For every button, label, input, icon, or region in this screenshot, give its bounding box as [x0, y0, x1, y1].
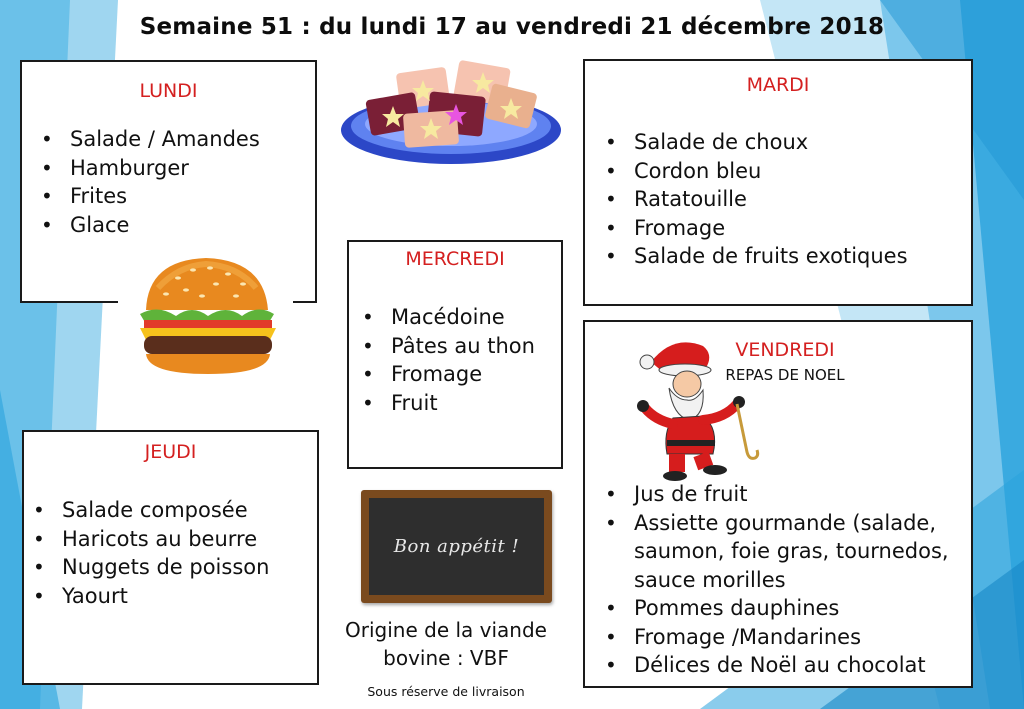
delivery-disclaimer: Sous réserve de livraison [367, 684, 525, 699]
list-item: • Salade de choux [604, 128, 908, 157]
list-item: • Fruit [361, 389, 535, 418]
day-heading-lundi: LUNDI [139, 80, 198, 102]
origin-line-1: Origine de la viande [345, 618, 547, 642]
list-item: • Hamburger [40, 154, 260, 183]
list-item: • Glace [40, 211, 260, 240]
day-heading-mercredi: MERCREDI [405, 248, 505, 270]
menu-card-mercredi [347, 240, 563, 469]
list-item: • Salade / Amandes [40, 125, 260, 154]
list-item: • Pâtes au thon [361, 332, 535, 361]
menu-card-mardi [583, 59, 973, 306]
menu-list-mercredi [361, 303, 535, 417]
menu-card-jeudi [22, 430, 319, 685]
list-item: • Fromage /Mandarines [604, 623, 959, 652]
page-title: Semaine 51 : du lundi 17 au vendredi 21 décembre 2018 [139, 14, 885, 40]
list-item: • Frites [40, 182, 260, 211]
list-item: • Yaourt [32, 582, 269, 611]
origin-line-2: bovine : VBF [383, 646, 509, 670]
menu-card-vendredi [583, 320, 973, 688]
list-item: • Cordon bleu [604, 157, 908, 186]
list-item: • Salade de fruits exotiques [604, 242, 908, 271]
list-item: • Nuggets de poisson [32, 553, 269, 582]
day-heading-jeudi: JEUDI [144, 441, 197, 463]
list-item: • Fromage [604, 214, 908, 243]
list-item: • Haricots au beurre [32, 525, 269, 554]
christmas-cookies-image [338, 58, 563, 168]
menu-list-mardi [604, 128, 908, 271]
day-heading-vendredi: VENDREDI [735, 339, 835, 361]
chalkboard-text: Bon appétit ! [393, 536, 520, 557]
menu-list-lundi [40, 125, 260, 239]
chalkboard [361, 490, 552, 603]
santa-claus-image [633, 332, 763, 482]
menu-list-vendredi [604, 480, 959, 680]
list-item: • Assiette gourmande (salade, saumon, foie gras, tournedos, sauce morilles [604, 509, 959, 595]
day-heading-mardi: MARDI [746, 74, 810, 96]
day-subtitle-vendredi: REPAS DE NOEL [725, 366, 845, 384]
list-item: • Pommes dauphines [604, 594, 959, 623]
list-item: • Fromage [361, 360, 535, 389]
list-item: • Ratatouille [604, 185, 908, 214]
meat-origin-note [330, 616, 562, 672]
list-item: • Jus de fruit [604, 480, 959, 509]
menu-list-jeudi [32, 496, 269, 610]
list-item: • Salade composée [32, 496, 269, 525]
hamburger-image [118, 248, 293, 383]
list-item: • Macédoine [361, 303, 535, 332]
list-item: • Délices de Noël au chocolat [604, 651, 959, 680]
